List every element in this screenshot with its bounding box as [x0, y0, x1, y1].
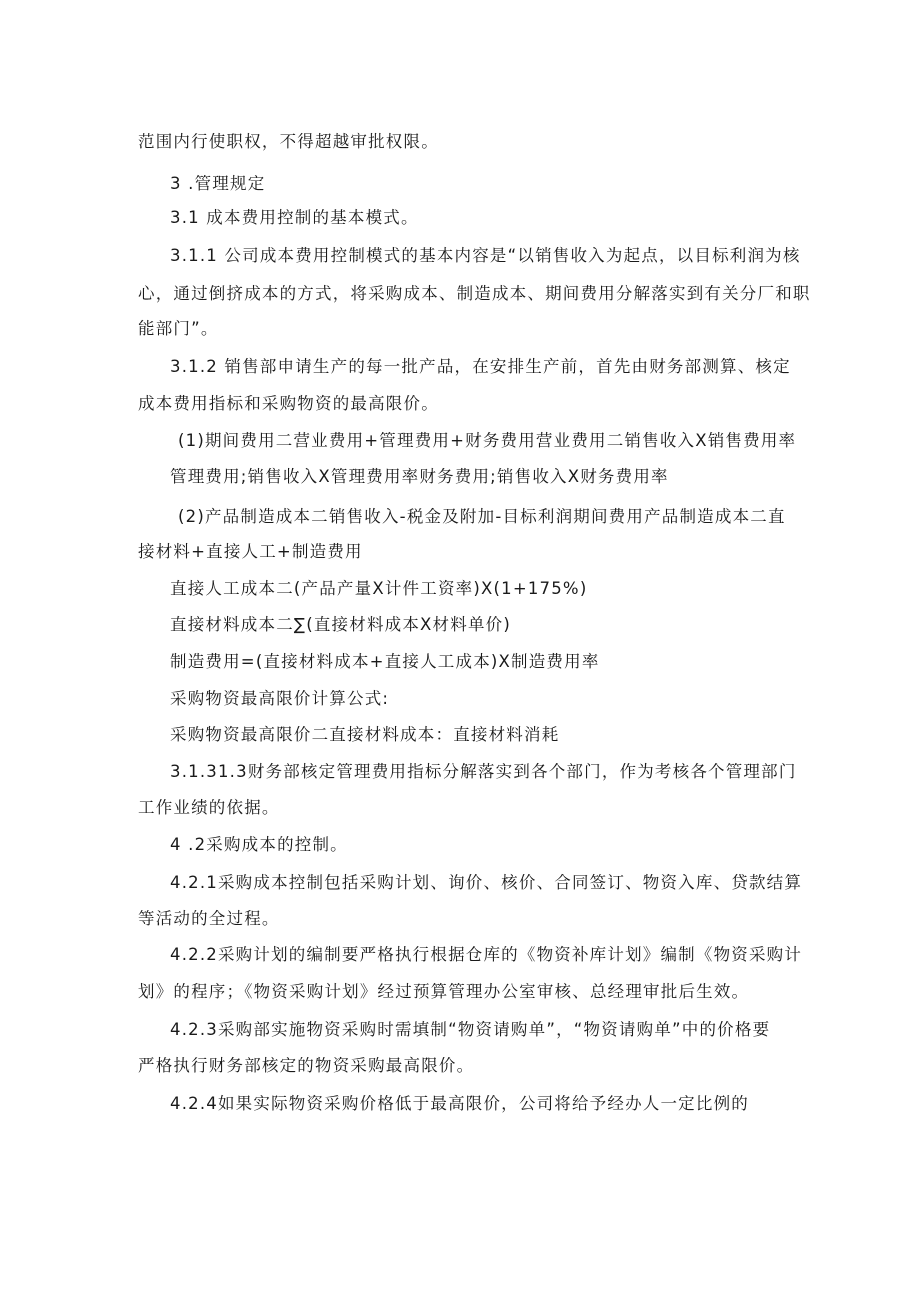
- paragraph-line: 工作业绩的依据。: [138, 798, 280, 817]
- formula-line: 直接材料成本二∑(直接材料成本X材料单价): [170, 615, 511, 634]
- paragraph-line: 3.1.2 销售部申请生产的每一批产品，在安排生产前，首先由财务部测算、核定: [170, 357, 791, 376]
- paragraph-line: 4.2.1采购成本控制包括采购计划、询价、核价、合同签订、物资入库、贷款结算: [170, 873, 803, 892]
- paragraph-line: 能部门”。: [138, 319, 219, 338]
- formula-line: (1)期间费用二营业费用+管理费用+财务费用营业费用二销售收入X销售费用率: [178, 431, 797, 450]
- formula-line: (2)产品制造成本二销售收入-税金及附加-目标利润期间费用产品制造成本二直: [178, 507, 786, 526]
- paragraph-line: 4.2.4如果实际物资采购价格低于最高限价，公司将给予经办人一定比例的: [170, 1094, 749, 1113]
- paragraph-line: 成本费用指标和采购物资的最高限价。: [138, 394, 439, 413]
- formula-line: 制造费用=(直接材料成本+直接人工成本)X制造费用率: [170, 652, 600, 671]
- formula-line: 采购物资最高限价二直接材料成本：直接材料消耗: [170, 725, 560, 744]
- subsection-heading: 3.1 成本费用控制的基本模式。: [170, 208, 419, 227]
- formula-line: 接材料+直接人工+制造费用: [138, 542, 363, 561]
- paragraph-line: 划》的程序；《物资采购计划》经过预算管理办公室审核、总经理审批后生效。: [138, 982, 750, 1001]
- formula-line: 采购物资最高限价计算公式:: [170, 689, 390, 708]
- paragraph-line: 3.1.1 公司成本费用控制模式的基本内容是“以销售收入为起点，以目标利润为核: [170, 246, 801, 265]
- paragraph-line: 等活动的全过程。: [138, 909, 280, 928]
- paragraph-line: 范围内行使职权，不得超越审批权限。: [138, 132, 439, 151]
- paragraph-line: 心，通过倒挤成本的方式，将采购成本、制造成本、期间费用分解落实到有关分厂和职: [138, 284, 811, 303]
- paragraph-line: 3.1.31.3财务部核定管理费用指标分解落实到各个部门，作为考核各个管理部门: [170, 762, 797, 781]
- formula-line: 管理费用;销售收入X管理费用率财务费用;销售收入X财务费用率: [170, 467, 669, 486]
- section-heading: 4 .2采购成本的控制。: [170, 835, 348, 854]
- formula-line: 直接人工成本二(产品产量X计件工资率)X(1+175%): [170, 579, 588, 598]
- paragraph-line: 4.2.3采购部实施物资采购时需填制“物资请购单”，“物资请购单”中的价格要: [170, 1020, 771, 1039]
- paragraph-line: 严格执行财务部核定的物资采购最高限价。: [138, 1056, 475, 1075]
- section-heading: 3 .管理规定: [170, 174, 266, 193]
- paragraph-line: 4.2.2采购计划的编制要严格执行根据仓库的《物资补库计划》编制《物资采购计: [170, 945, 803, 964]
